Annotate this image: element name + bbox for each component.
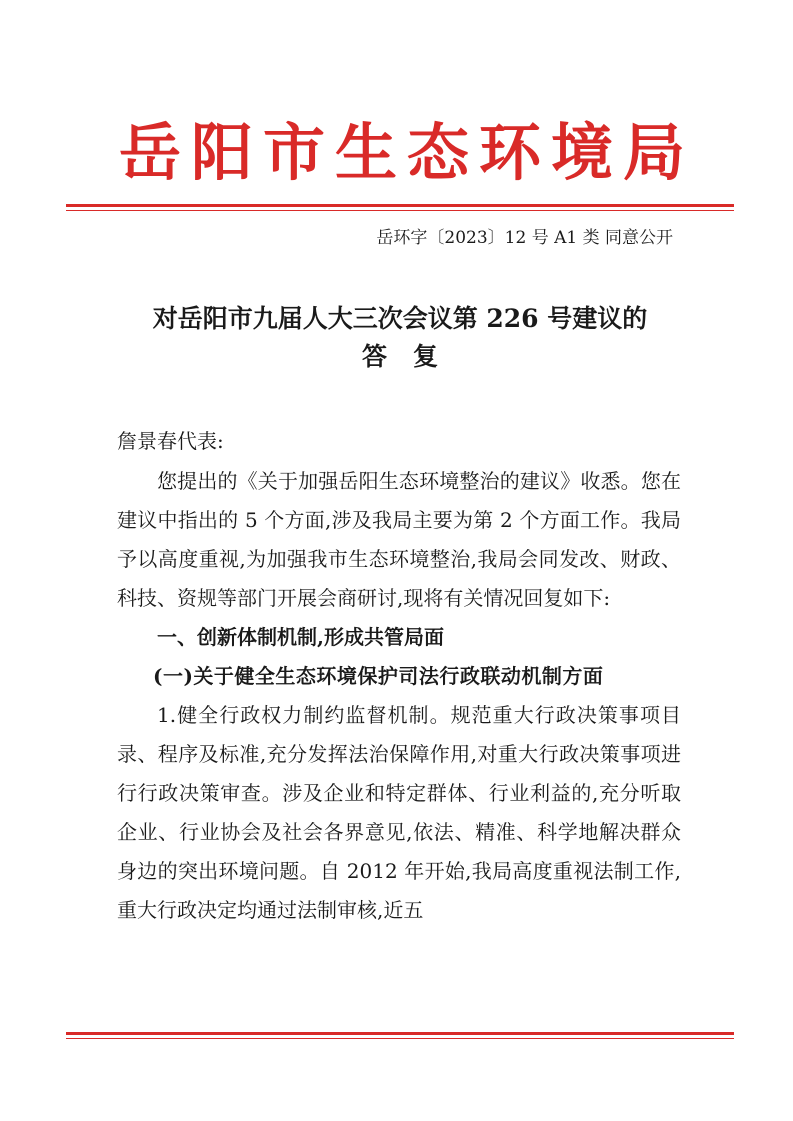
letterhead-red-rule [66, 204, 734, 211]
document-title-line-2: 答复 [361, 342, 464, 371]
body-paragraph: 您提出的《关于加强岳阳生态环境整治的建议》收悉。您在建议中指出的 5 个方面,涉及我局主要为第 2 个方面工作。我局予以高度重视,为加强我市生态环境整治,我局会同发改、财政、科技、资规等部门开展会商研讨,现将有关情况回复如下: [117, 469, 681, 610]
subsection-heading: (一)关于健全生态环境保护司法行政联动机制方面 [153, 664, 604, 688]
section-heading: 一、创新体制机制,形成共管局面 [157, 625, 444, 649]
document-number: 岳环字〔2023〕12 号 A1 类 同意公开 [376, 228, 673, 248]
footer-red-rule [66, 1032, 734, 1039]
letterhead-org-name: 岳阳市生态环境局 [118, 116, 695, 189]
document-body [117, 462, 681, 930]
salutation: 詹景春代表: [117, 429, 224, 453]
document-title-line-1: 对岳阳市九届人大三次会议第 226 号建议的 [152, 304, 648, 333]
body-paragraph: 1.健全行政权力制约监督机制。规范重大行政决策事项目录、程序及标准,充分发挥法治保障作用,对重大行政决策事项进行行政决策审查。涉及企业和特定群体、行业利益的,充分听取企业、行业协会及社会各界意见,依法、精准、科学地解决群众身边的突出环境问题。自 2012 年开始,我局高度重视法制工作,重大行政决定均通过法制审核,近五 [117, 703, 681, 922]
